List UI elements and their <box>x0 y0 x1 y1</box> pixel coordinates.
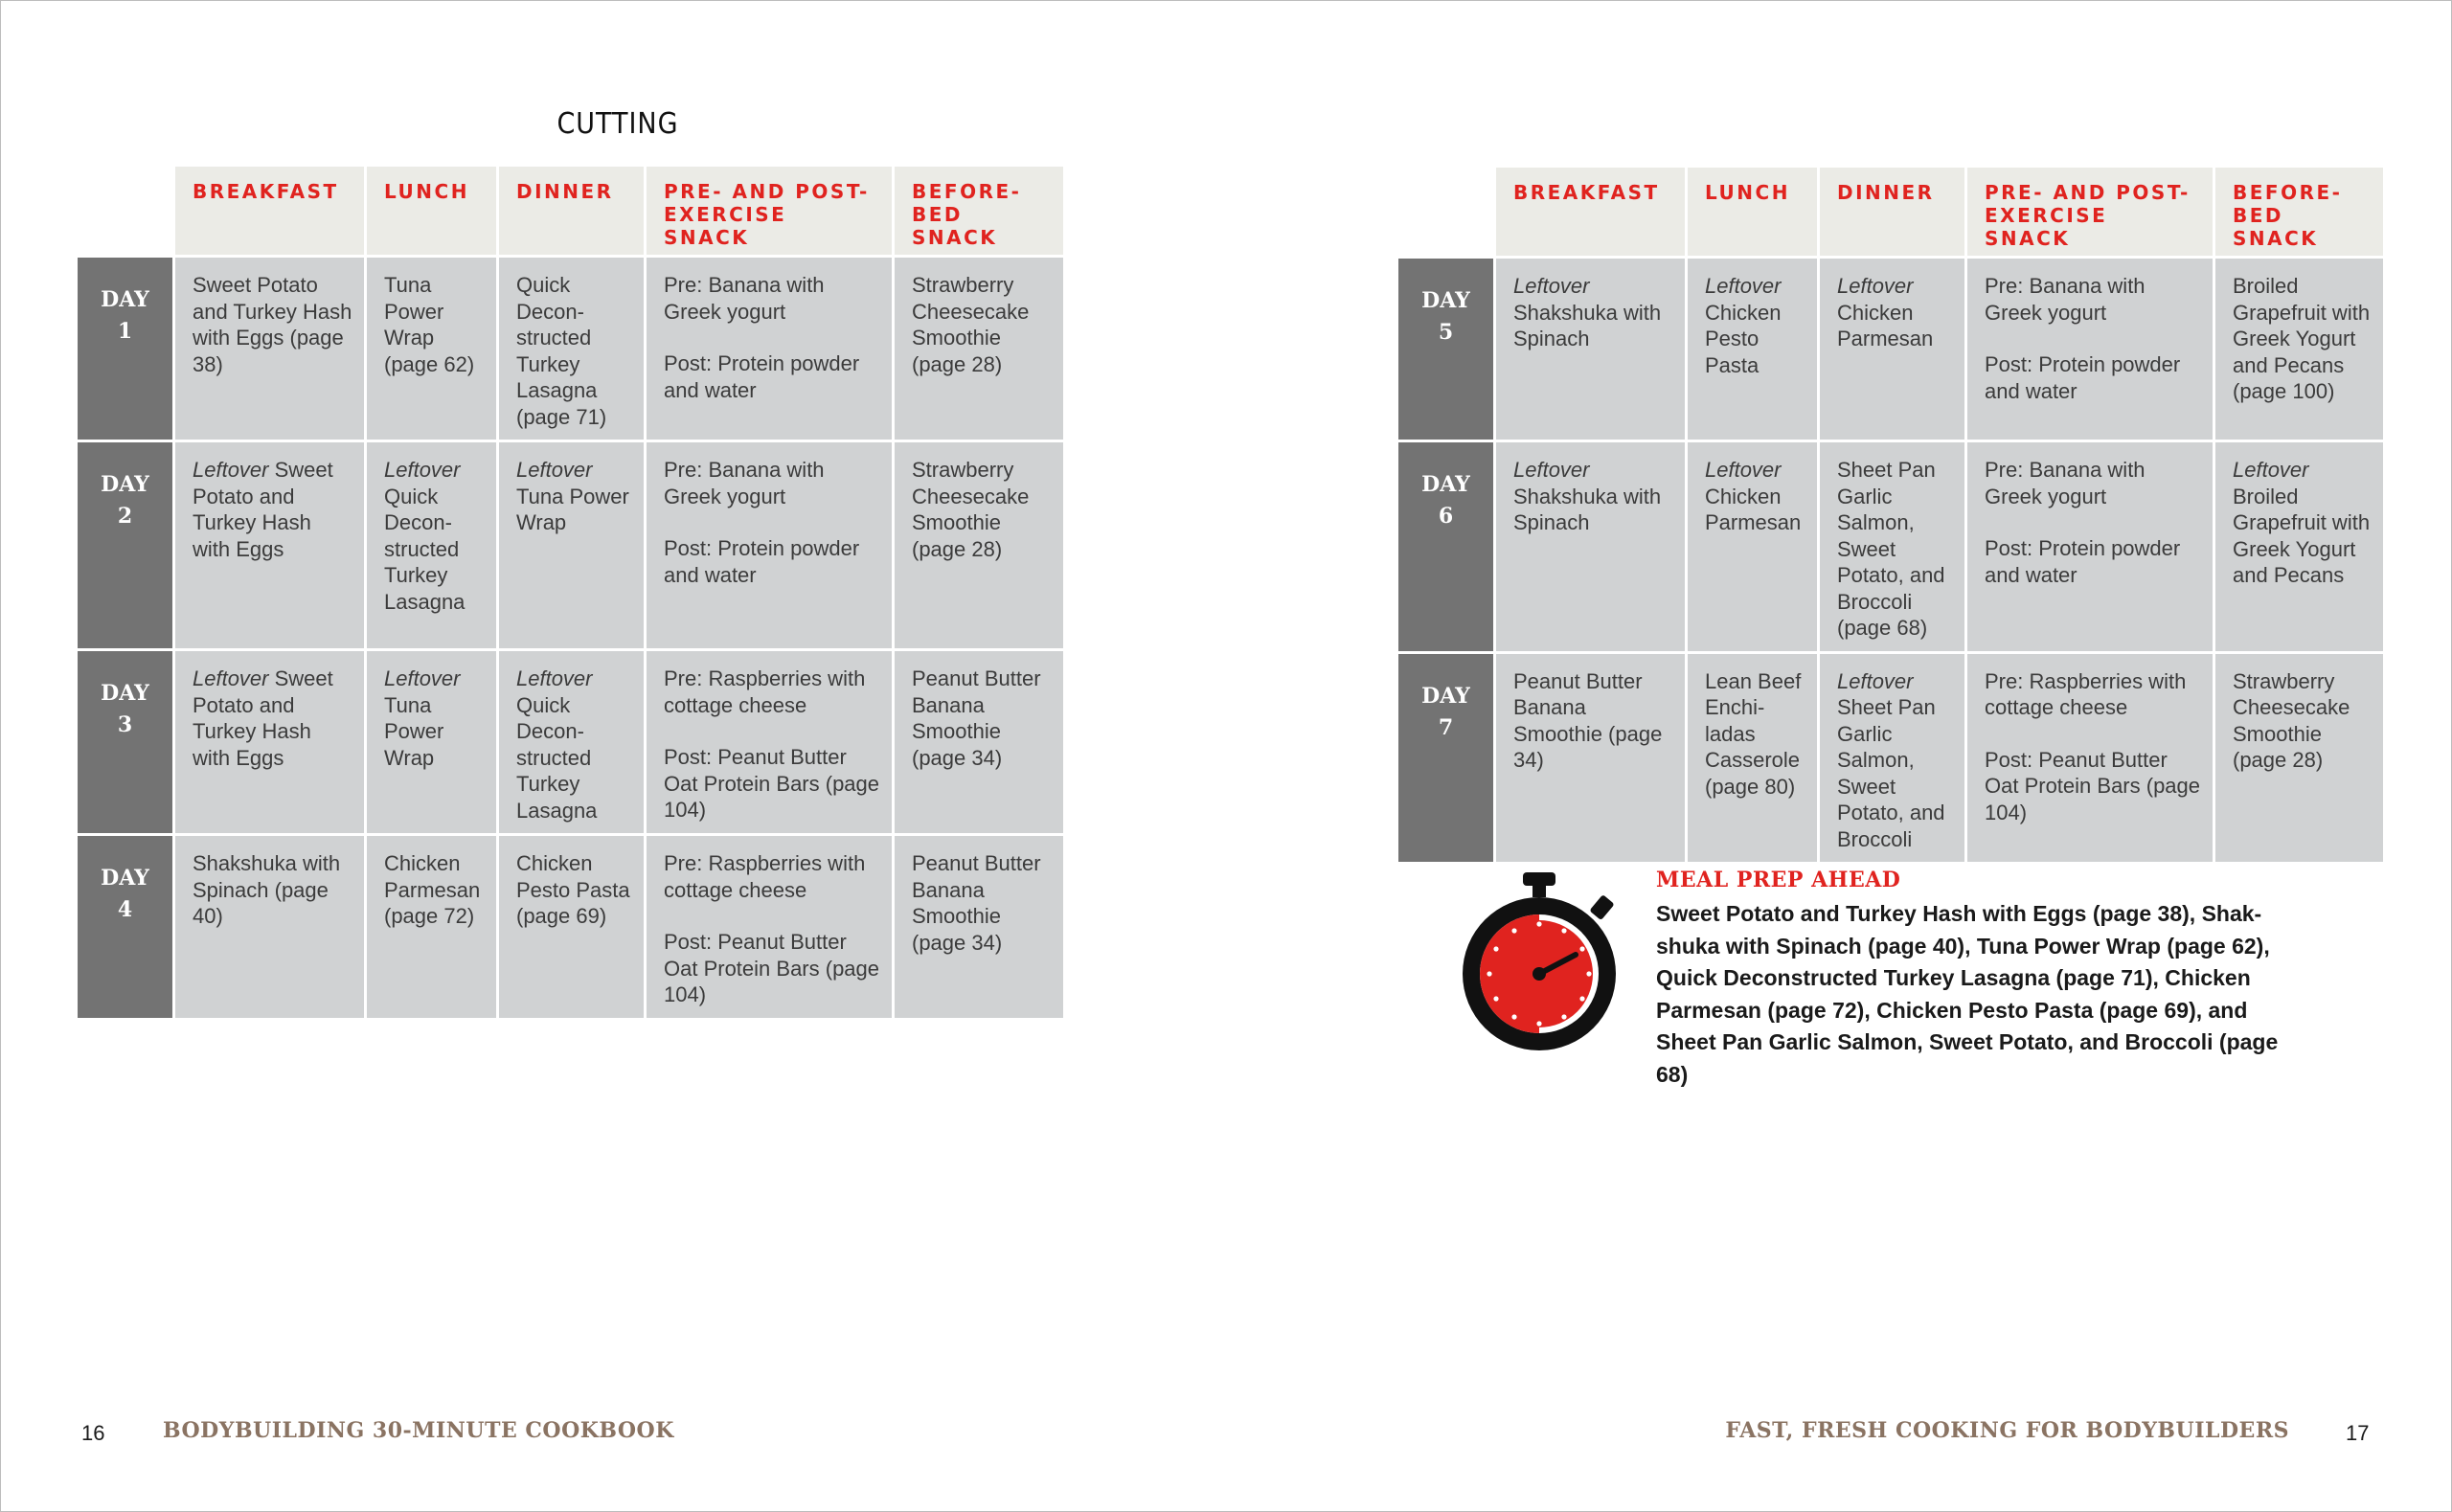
meal-text: Sheet Pan Garlic Salmon, Sweet Potato, and Broccoli <box>1837 695 1945 851</box>
pre-snack-text: Pre: Banana with Greek yogurt <box>664 273 825 324</box>
day-word: DAY <box>1421 288 1470 313</box>
meal-text: Sweet Potato and Turkey Hash with Eggs (page 38) <box>193 273 352 376</box>
meal-prep-callout <box>1656 868 2288 1091</box>
exercise-snack-cell <box>1966 652 2214 864</box>
lunch-cell <box>1687 258 1819 441</box>
table-row <box>77 835 1065 1020</box>
meal-text: Strawberry Cheesecake Smoothie (page 28) <box>912 273 1030 376</box>
bed-snack-cell <box>894 835 1065 1020</box>
table-row <box>1397 441 2385 653</box>
pre-snack-text: Pre: Banana with Greek yogurt <box>664 458 825 508</box>
meal-text: Sweet Potato and Turkey Hash with Eggs <box>193 458 333 561</box>
day-number: 3 <box>117 712 133 737</box>
table-row <box>1397 652 2385 864</box>
day-label <box>77 835 174 1020</box>
page-number-right: 17 <box>2346 1421 2370 1445</box>
header-exercise-snack: PRE- AND POST- EXERCISE SNACK <box>1966 167 2214 258</box>
lunch-cell <box>366 835 498 1020</box>
meal-text: Chicken Parmesan <box>1705 484 1802 534</box>
header-lunch: LUNCH <box>366 166 498 257</box>
lunch-cell <box>366 441 498 650</box>
table-row <box>77 257 1065 441</box>
table-header-row <box>1397 167 2385 258</box>
header-corner <box>1397 167 1495 258</box>
lunch-cell <box>1687 441 1819 653</box>
leftover-label: Leftover <box>193 666 269 690</box>
leftover-label: Leftover <box>1837 668 1914 693</box>
pre-snack-text: Pre: Raspberries with cottage cheese <box>1985 668 2187 719</box>
meal-text: Quick Decon- structed Turkey Lasagna <box>384 484 465 614</box>
header-bed-snack: BEFORE- BED SNACK <box>2214 167 2385 258</box>
bed-snack-cell <box>2214 441 2385 653</box>
day-number: 6 <box>1438 504 1454 529</box>
table-header-row <box>77 166 1065 257</box>
bed-snack-cell <box>894 257 1065 441</box>
lunch-cell <box>1687 652 1819 864</box>
meal-prep-text: Sweet Potato and Turkey Hash with Eggs (page 38), Shak- shuka with Spinach (page 40), Tuna Power Wrap (page 62), Quick Deconstructed Turkey Lasagna (page 71), Chicken Parmesan (page 72), Chicken Pesto Pasta (page 69), and Sheet Pan Garlic Salmon, Sweet Potato, and Broccoli (page 68) <box>1656 901 2279 1087</box>
post-snack-text: Post: Peanut Butter Oat Protein Bars (page 104) <box>664 930 880 1006</box>
cutting-plan-table-days-5-7 <box>1396 165 2386 865</box>
page-number-left: 16 <box>81 1421 105 1445</box>
meal-text: Chicken Pesto Pasta (page 69) <box>516 851 630 928</box>
leftover-label: Leftover <box>1705 274 1782 298</box>
table-row <box>77 650 1065 835</box>
day-label <box>1397 258 1495 441</box>
meal-text: Sheet Pan Garlic Salmon, Sweet Potato, and Broccoli (page 68) <box>1837 458 1945 640</box>
dinner-cell <box>498 835 646 1020</box>
exercise-snack-cell <box>646 257 894 441</box>
leftover-label: Leftover <box>384 458 461 482</box>
footer-chapter-title: FAST, FRESH COOKING FOR BODYBUILDERS <box>1725 1418 2289 1443</box>
day-word: DAY <box>101 287 149 312</box>
day-word: DAY <box>101 472 149 497</box>
header-exercise-snack: PRE- AND POST- EXERCISE SNACK <box>646 166 894 257</box>
day-label <box>77 650 174 835</box>
leftover-label: Leftover <box>1705 458 1782 482</box>
meal-text: Strawberry Cheesecake Smoothie (page 28) <box>2233 668 2350 772</box>
day-label <box>1397 652 1495 864</box>
exercise-snack-cell <box>1966 441 2214 653</box>
exercise-snack-cell <box>646 441 894 650</box>
leftover-label: Leftover <box>1513 458 1590 482</box>
dinner-cell <box>1819 441 1966 653</box>
exercise-snack-cell <box>646 835 894 1020</box>
leftover-label: Leftover <box>2233 458 2309 482</box>
post-snack-text: Post: Peanut Butter Oat Protein Bars (page 104) <box>664 745 880 822</box>
page-title: CUTTING <box>556 107 679 141</box>
day-label <box>77 441 174 650</box>
post-snack-text: Post: Protein powder and water <box>664 351 860 402</box>
day-word: DAY <box>1421 472 1470 497</box>
cutting-plan-table-days-1-4 <box>75 164 1066 1021</box>
leftover-label: Leftover <box>193 458 269 482</box>
pre-snack-text: Pre: Banana with Greek yogurt <box>1985 458 2146 508</box>
breakfast-cell <box>1495 652 1687 864</box>
day-number: 4 <box>117 897 133 922</box>
breakfast-cell <box>174 257 366 441</box>
header-bed-snack: BEFORE- BED SNACK <box>894 166 1065 257</box>
post-snack-text: Post: Protein powder and water <box>1985 536 2181 587</box>
meal-text: Broiled Grapefruit with Greek Yogurt and Pecans <box>2233 484 2371 587</box>
meal-text: Lean Beef Enchi- ladas Casserole (page 80) <box>1705 668 1802 799</box>
dinner-cell <box>1819 258 1966 441</box>
day-number: 2 <box>117 504 133 529</box>
breakfast-cell <box>174 835 366 1020</box>
bed-snack-cell <box>894 650 1065 835</box>
breakfast-cell <box>1495 441 1687 653</box>
header-corner <box>77 166 174 257</box>
day-label <box>1397 441 1495 653</box>
meal-text: Chicken Pesto Pasta <box>1705 300 1782 377</box>
header-breakfast: BREAKFAST <box>174 166 366 257</box>
meal-text: Peanut Butter Banana Smoothie (page 34) <box>1513 668 1663 772</box>
post-snack-text: Post: Protein powder and water <box>664 536 860 587</box>
dinner-cell <box>1819 652 1966 864</box>
lunch-cell <box>366 257 498 441</box>
day-word: DAY <box>101 681 149 706</box>
leftover-label: Leftover <box>1513 274 1590 298</box>
meal-text: Quick Decon- structed Turkey Lasagna (page 71) <box>516 273 607 429</box>
exercise-snack-cell <box>646 650 894 835</box>
meal-text: Tuna Power Wrap <box>516 484 629 534</box>
leftover-label: Leftover <box>516 666 593 690</box>
day-number: 5 <box>1438 320 1454 345</box>
meal-text: Quick Decon- structed Turkey Lasagna <box>516 692 598 823</box>
lunch-cell <box>366 650 498 835</box>
day-word: DAY <box>101 866 149 891</box>
leftover-label: Leftover <box>384 666 461 690</box>
pre-snack-text: Pre: Raspberries with cottage cheese <box>664 666 866 717</box>
breakfast-cell <box>174 441 366 650</box>
breakfast-cell <box>174 650 366 835</box>
bed-snack-cell <box>894 441 1065 650</box>
meal-text: Shakshuka with Spinach <box>1513 484 1662 534</box>
meal-text: Shakshuka with Spinach <box>1513 300 1662 350</box>
day-word: DAY <box>1421 683 1470 709</box>
pre-snack-text: Pre: Raspberries with cottage cheese <box>664 851 866 902</box>
header-breakfast: BREAKFAST <box>1495 167 1687 258</box>
day-label <box>77 257 174 441</box>
meal-text: Sweet Potato and Turkey Hash with Eggs <box>193 666 333 770</box>
meal-text: Peanut Butter Banana Smoothie (page 34) <box>912 666 1041 770</box>
dinner-cell <box>498 650 646 835</box>
leftover-label: Leftover <box>516 458 593 482</box>
bed-snack-cell <box>2214 258 2385 441</box>
meal-text: Tuna Power Wrap (page 62) <box>384 273 475 376</box>
leftover-label: Leftover <box>1837 274 1914 298</box>
stopwatch-icon <box>1456 867 1619 1058</box>
post-snack-text: Post: Protein powder and water <box>1985 352 2181 403</box>
meal-text: Shakshuka with Spinach (page 40) <box>193 851 341 928</box>
post-snack-text: Post: Peanut Butter Oat Protein Bars (page 104) <box>1985 747 2201 824</box>
meal-text: Chicken Parmesan (page 72) <box>384 851 481 928</box>
header-lunch: LUNCH <box>1687 167 1819 258</box>
day-number: 1 <box>117 319 133 344</box>
breakfast-cell <box>1495 258 1687 441</box>
meal-prep-title: MEAL PREP AHEAD <box>1656 868 1901 892</box>
table-row <box>1397 258 2385 441</box>
meal-text: Peanut Butter Banana Smoothie (page 34) <box>912 851 1041 955</box>
header-dinner: DINNER <box>498 166 646 257</box>
meal-text: Broiled Grapefruit with Greek Yogurt and Pecans (page 100) <box>2233 274 2371 403</box>
footer-book-title: BODYBUILDING 30-MINUTE COOKBOOK <box>163 1418 674 1443</box>
meal-text: Strawberry Cheesecake Smoothie (page 28) <box>912 458 1030 561</box>
bed-snack-cell <box>2214 652 2385 864</box>
header-dinner: DINNER <box>1819 167 1966 258</box>
pre-snack-text: Pre: Banana with Greek yogurt <box>1985 274 2146 325</box>
dinner-cell <box>498 257 646 441</box>
meal-text: Tuna Power Wrap <box>384 692 444 770</box>
meal-text: Chicken Parmesan <box>1837 300 1934 350</box>
table-row <box>77 441 1065 650</box>
day-number: 7 <box>1438 714 1454 740</box>
exercise-snack-cell <box>1966 258 2214 441</box>
dinner-cell <box>498 441 646 650</box>
